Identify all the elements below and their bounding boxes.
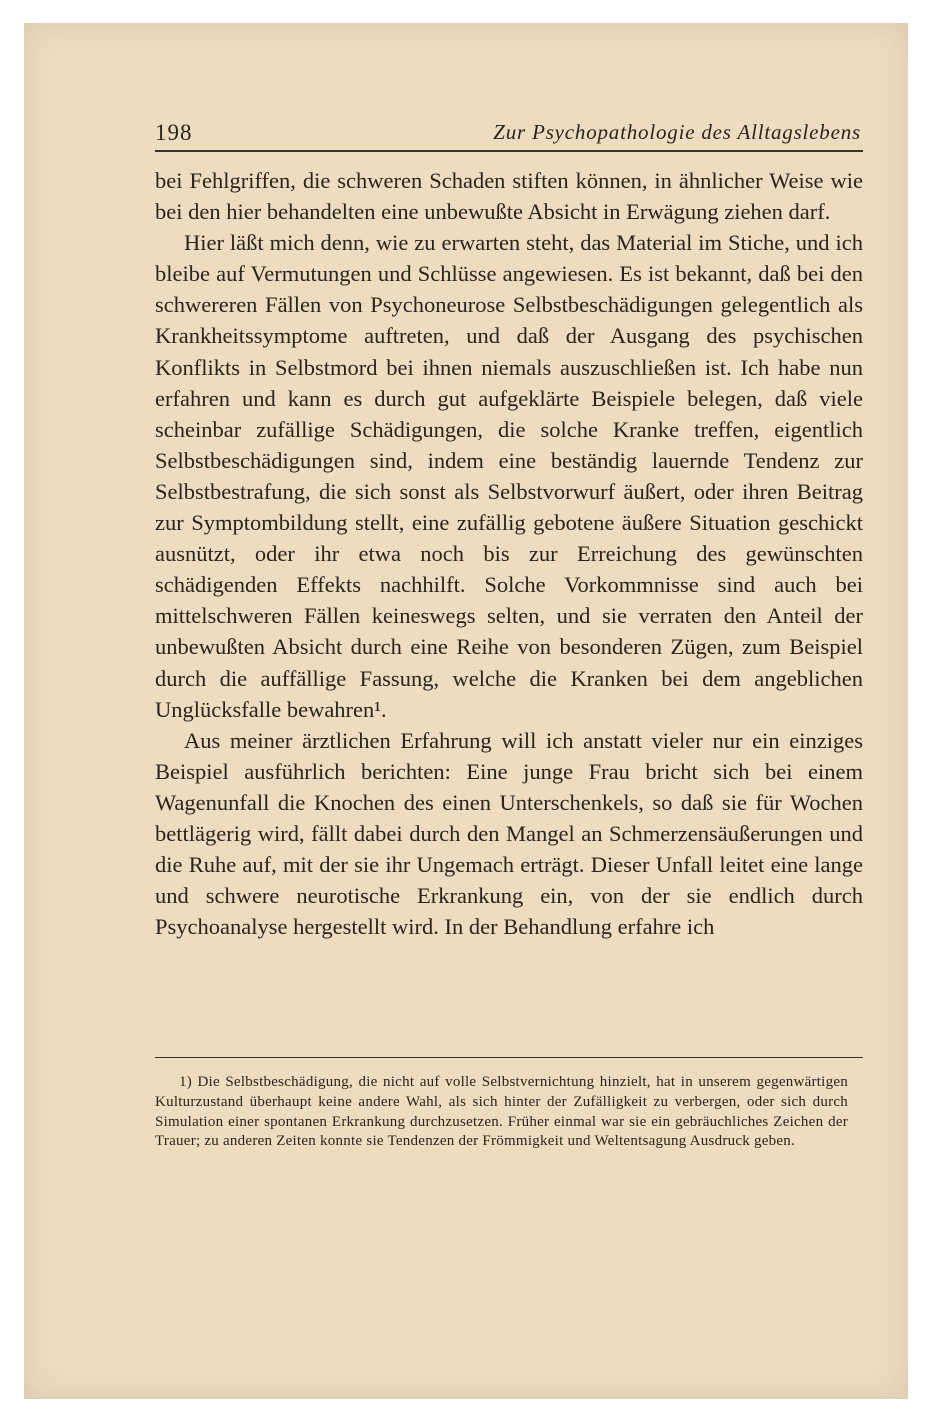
footnote-rule <box>155 1057 863 1058</box>
body-text <box>155 165 863 942</box>
header-rule <box>155 150 863 152</box>
paragraph-continuation: bei Fehlgriffen, die schweren Schaden stiften können, in ähnlicher Weise wie bei den hier behandelten eine unbewußte Absicht in Erwägung ziehen darf. <box>155 168 863 225</box>
page-header <box>155 120 863 150</box>
page-number: 198 <box>155 120 193 145</box>
running-head: Zur Psychopathologie des Alltagslebens <box>493 120 861 144</box>
paragraph: Aus meiner ärztlichen Erfahrung will ich anstatt vieler nur ein einziges Beispiel ausführlich berichten: Eine junge Frau bricht sich bei einem Wagenunfall die Knochen des einen Unterschenkels, so daß sie für Wochen bettlägerig wird, fällt dabei durch den Mangel an Schmerzensäußerungen und die Ruhe auf, mit der sie ihr Ungemach erträgt. Dieser Unfall leitet eine lange und schwere neurotische Erkrankung ein, von der sie endlich durch Psychoanalyse hergestellt wird. In der Behandlung erfahre ich <box>155 727 863 940</box>
footnote: 1) Die Selbstbeschädigung, die nicht auf volle Selbstvernichtung hinzielt, hat in unserem gegenwärtigen Kulturzustand überhaupt keine andere Wahl, als sich hinter der Zufälligkeit zu verbergen, oder sich durch Simulation einer spontanen Erkrankung durchzusetzen. Früher einmal war sie ein gebräuchliches Zeichen der Trauer; zu anderen Zeiten konnte sie Tendenzen der Frömmigkeit und Weltentsagung Ausdruck geben. <box>155 1074 848 1150</box>
paragraph: Hier läßt mich denn, wie zu erwarten steht, das Material im Stiche, und ich bleibe auf Vermutungen und Schlüsse angewiesen. Es ist bekannt, daß bei den schwereren Fällen von Psychoneurose Selbstbeschädigungen gelegentlich als Krankheitssymptome auftreten, und daß der Ausgang des psychischen Konflikts in Selbstmord bei ihnen niemals auszuschließen ist. Ich habe nun erfahren und kann es durch gut aufgeklärte Beispiele belegen, daß viele scheinbar zufällige Schädigungen, die solche Kranke treffen, eigentlich Selbstbeschädigungen sind, indem eine beständig lauernde Tendenz zur Selbstbestrafung, die sich sonst als Selbstvorwurf äußert, oder ihren Beitrag zur Symptombildung stellt, eine zufällig gebotene äußere Situation geschickt ausnützt, oder ihr etwa noch bis zur Erreichung des gewünschten schädigenden Effekts nachhilft. Solche Vorkommnisse sind auch bei mittelschweren Fällen keineswegs selten, und sie verraten den Anteil der unbewußten Absicht durch eine Reihe von besonderen Zügen, zum Beispiel durch die auffällige Fassung, welche die Kranken bei dem angeblichen Unglücksfalle bewahren¹. <box>155 230 863 722</box>
